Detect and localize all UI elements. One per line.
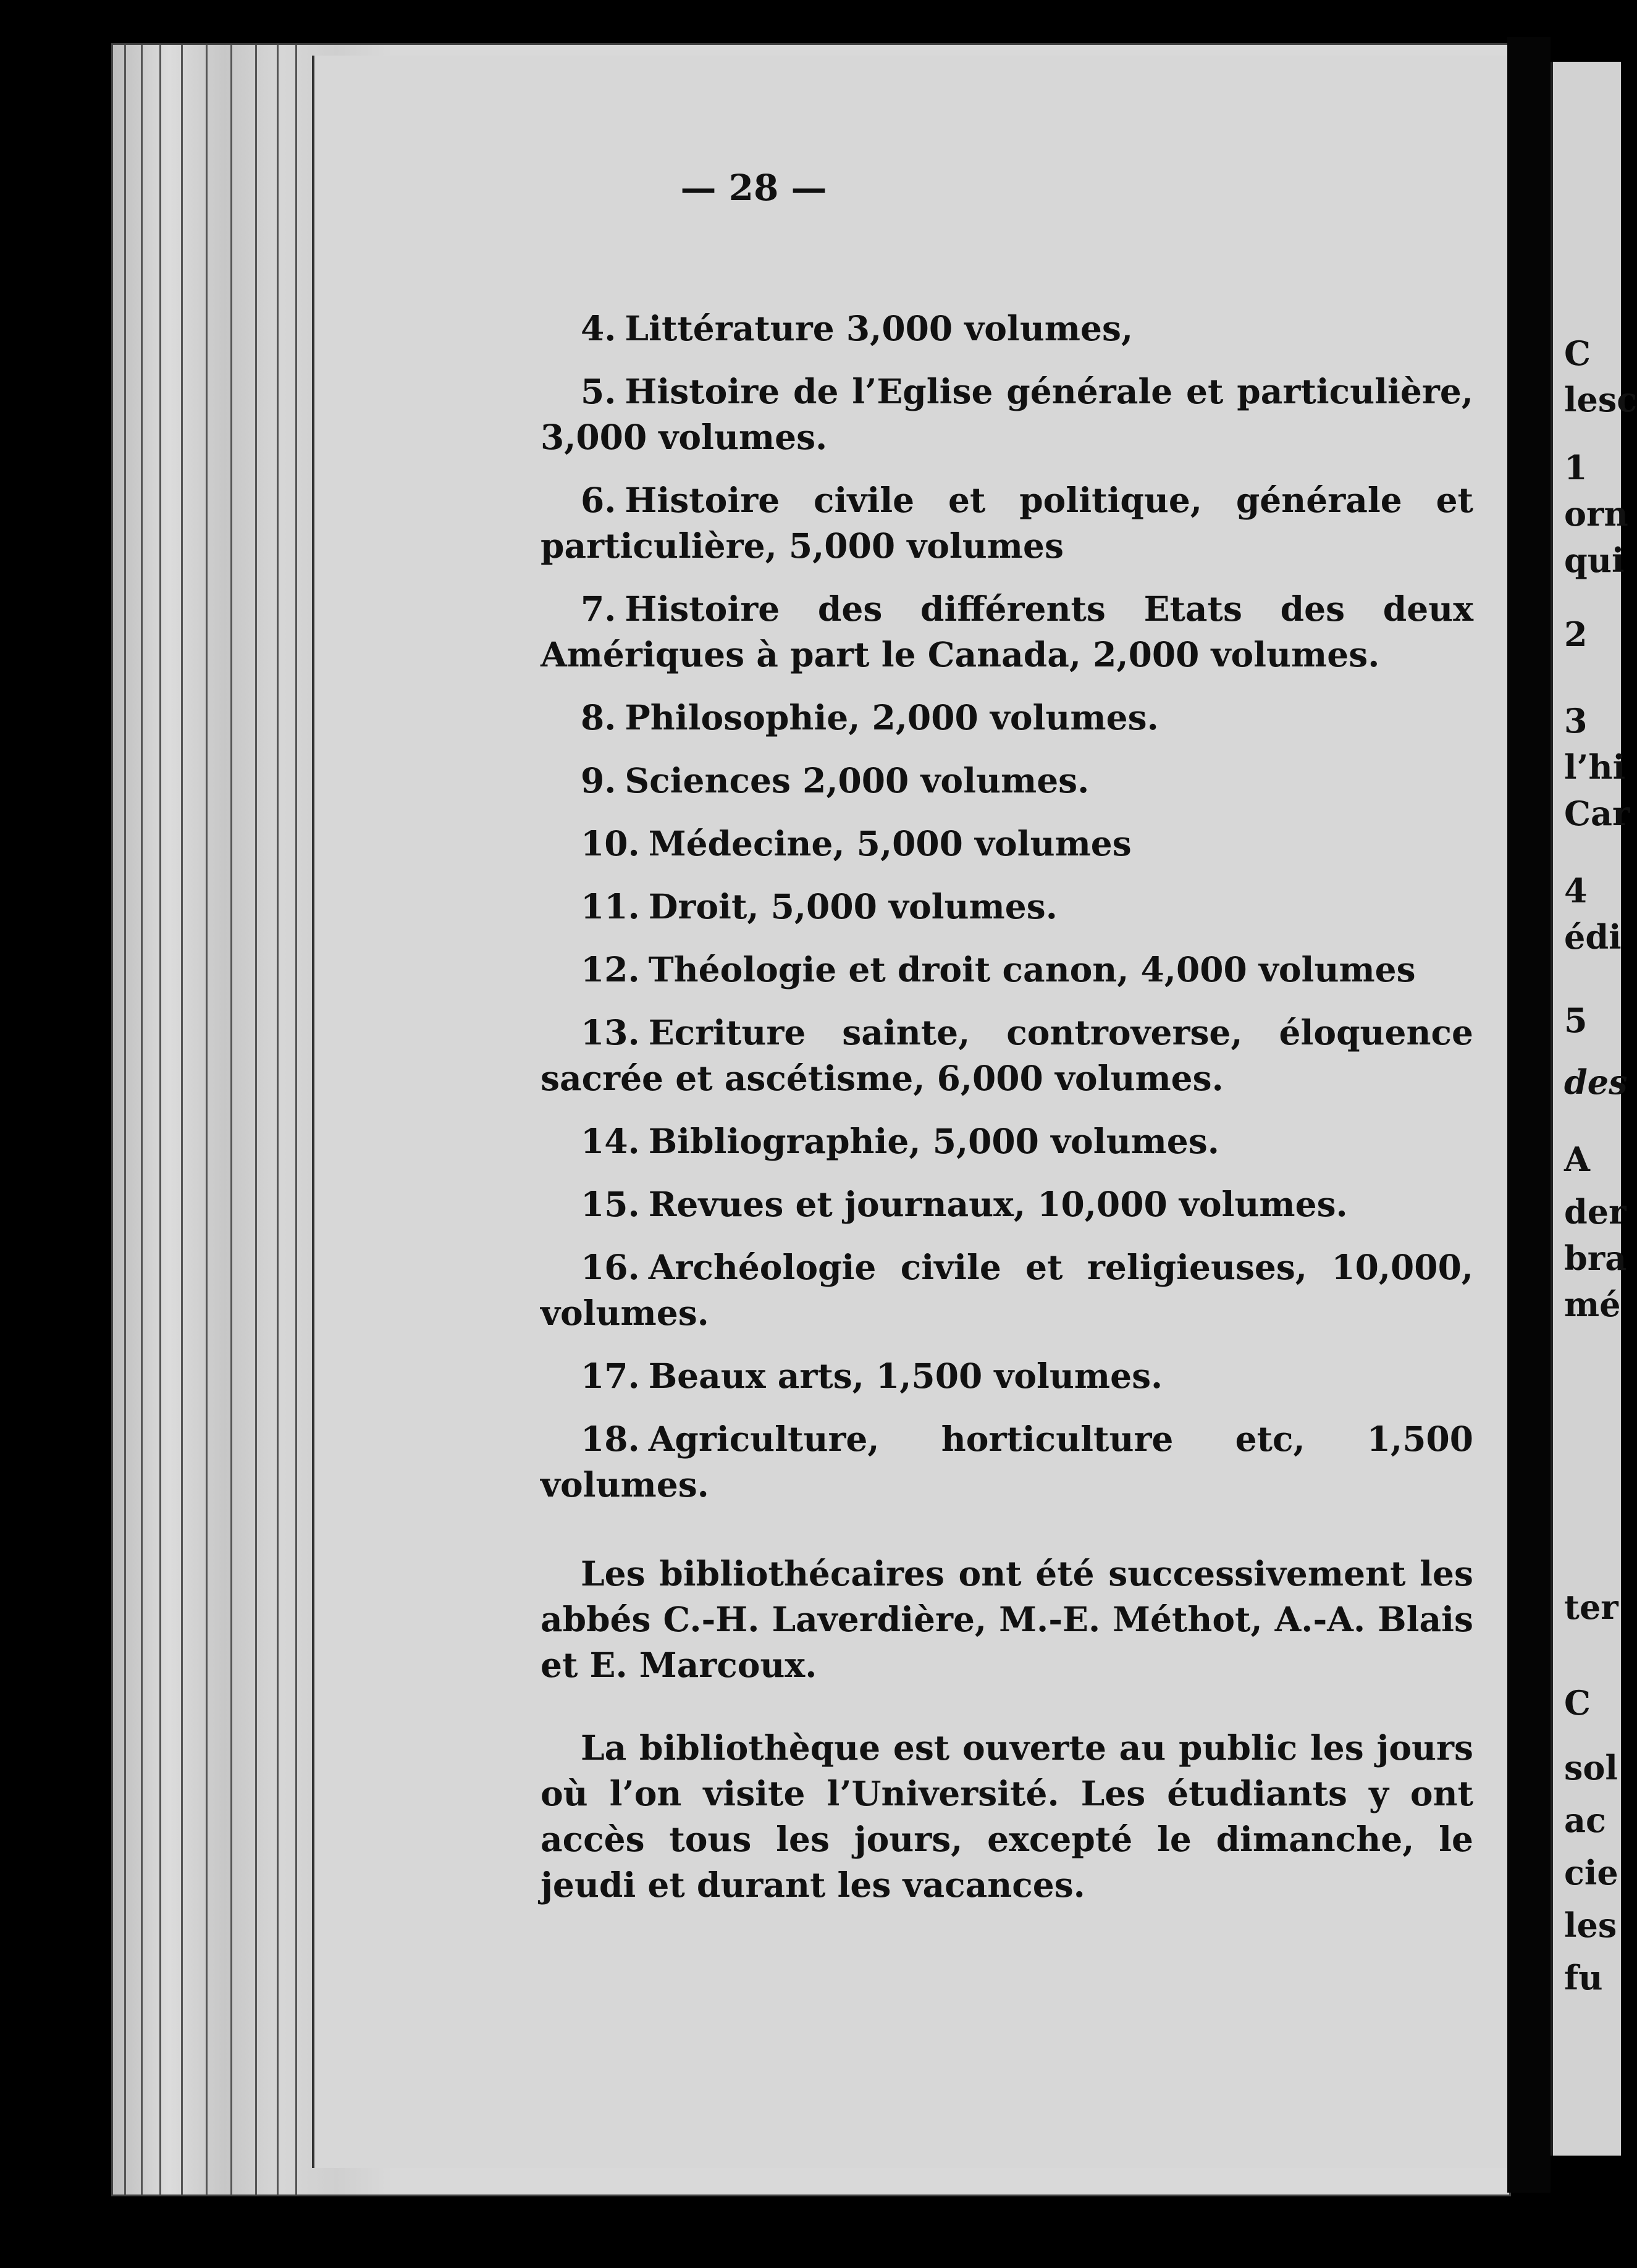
list-item	[541, 758, 1473, 804]
next-page-fragment: 5	[1564, 1001, 1588, 1040]
item-text: Revues et journaux, 10,000 volumes.	[648, 1184, 1348, 1224]
item-text: Philosophie, 2,000 volumes.	[625, 697, 1159, 737]
item-text: Littérature 3,000 volumes,	[625, 308, 1134, 348]
item-text: Histoire de l’Eglise générale et particulière, 3,000 volumes.	[541, 371, 1473, 457]
item-text: Histoire civile et politique, générale et particulière, 5,000 volumes	[541, 480, 1473, 566]
list-item	[541, 586, 1473, 678]
next-page-fragment: mé	[1564, 1285, 1621, 1324]
list-item	[541, 947, 1473, 993]
item-number: 17.	[581, 1356, 640, 1396]
next-page-fragment: édi	[1564, 917, 1622, 957]
next-page-fragment: bra	[1564, 1238, 1627, 1278]
next-page-fragment: qui	[1564, 540, 1625, 580]
item-text: Beaux arts, 1,500 volumes.	[648, 1356, 1163, 1396]
next-page-edge	[1551, 62, 1637, 2156]
item-number: 9.	[581, 760, 617, 800]
list-item	[541, 821, 1473, 867]
item-text: Histoire des différents Etats des deux Amériques à part le Canada, 2,000 volumes.	[541, 589, 1473, 674]
list-item	[541, 1182, 1473, 1227]
item-text: Sciences 2,000 volumes.	[625, 760, 1090, 800]
page-content	[541, 306, 1473, 1945]
list-item	[541, 884, 1473, 930]
next-page-fragment: des	[1564, 1062, 1628, 1102]
next-page-fragment: fu	[1564, 1958, 1603, 1997]
next-page-fragment: 3	[1564, 701, 1588, 741]
item-number: 14.	[581, 1121, 640, 1161]
item-number: 7.	[581, 589, 617, 629]
next-page-fragment: ter	[1564, 1587, 1618, 1627]
list-item	[541, 1416, 1473, 1508]
list-item	[541, 695, 1473, 741]
list-item	[541, 1245, 1473, 1336]
next-page-fragment: cie	[1564, 1853, 1618, 1892]
list-item	[541, 477, 1473, 569]
item-number: 10.	[581, 823, 640, 863]
list-item	[541, 306, 1473, 351]
page-edge-line	[255, 45, 257, 2194]
next-page-fragment: 1	[1564, 448, 1588, 487]
list-item	[541, 1010, 1473, 1101]
page-edge-line	[124, 45, 126, 2194]
item-number: 13.	[581, 1012, 640, 1052]
item-number: 11.	[581, 886, 640, 926]
next-page-fragment: lesc	[1564, 380, 1637, 419]
next-page-fragment: der	[1564, 1192, 1626, 1232]
list-item	[541, 1119, 1473, 1164]
book-gutter	[1507, 37, 1551, 2193]
next-page-fragment: sol	[1564, 1748, 1618, 1787]
item-text: Théologie et droit canon, 4,000 volumes	[648, 949, 1416, 989]
item-text: Agriculture, horticulture etc, 1,500 volumes.	[541, 1419, 1473, 1505]
item-text: Ecriture sainte, controverse, éloquence sacrée et ascétisme, 6,000 volumes.	[541, 1012, 1473, 1098]
next-page-fragment: C	[1564, 1683, 1591, 1723]
next-page-fragment: C	[1564, 334, 1591, 373]
page-number: — 28 —	[680, 167, 827, 209]
item-text: Droit, 5,000 volumes.	[648, 886, 1058, 926]
item-text: Médecine, 5,000 volumes	[648, 823, 1132, 863]
item-number: 16.	[581, 1247, 640, 1287]
page-edge-line	[181, 45, 183, 2194]
item-number: 4.	[581, 308, 617, 348]
item-number: 18.	[581, 1419, 640, 1459]
next-page-fragment: A	[1564, 1140, 1590, 1179]
item-number: 12.	[581, 949, 640, 989]
next-page-fragment: 4	[1564, 871, 1588, 910]
item-number: 15.	[581, 1184, 640, 1224]
next-page-fragment: orn	[1564, 494, 1628, 534]
next-page-fragment: l’hi	[1564, 747, 1626, 787]
next-page-fragment: 2	[1564, 615, 1588, 654]
item-number: 6.	[581, 480, 617, 520]
page-edge-line	[230, 45, 232, 2194]
page-edge-line	[295, 45, 297, 2194]
page-edge-line	[206, 45, 208, 2194]
list-item	[541, 369, 1473, 460]
next-page-fragment: ac	[1564, 1800, 1606, 1840]
page-edge-line	[141, 45, 143, 2194]
item-number: 5.	[581, 371, 617, 411]
item-text: Archéologie civile et religieuses, 10,000, volumes.	[541, 1247, 1473, 1333]
item-number: 8.	[581, 697, 617, 737]
page-edge-line	[159, 45, 161, 2194]
item-text: Bibliographie, 5,000 volumes.	[648, 1121, 1219, 1161]
page-edge-line	[277, 45, 279, 2194]
librarians-paragraph: Les bibliothécaires ont été successivement les abbés C.-H. Laverdière, M.-E. Méthot, A.-A. Blais et E. Marcoux.	[541, 1553, 1473, 1685]
next-page-fragment: Car	[1564, 794, 1630, 833]
next-page-fragment: les	[1564, 1905, 1617, 1945]
list-item	[541, 1353, 1473, 1399]
opening-hours-paragraph: La bibliothèque est ouverte au public les jours où l’on visite l’Université. Les étudiants y ont accès tous les jours, excepté le dimanche, le jeudi et durant les vacances.	[541, 1728, 1473, 1905]
